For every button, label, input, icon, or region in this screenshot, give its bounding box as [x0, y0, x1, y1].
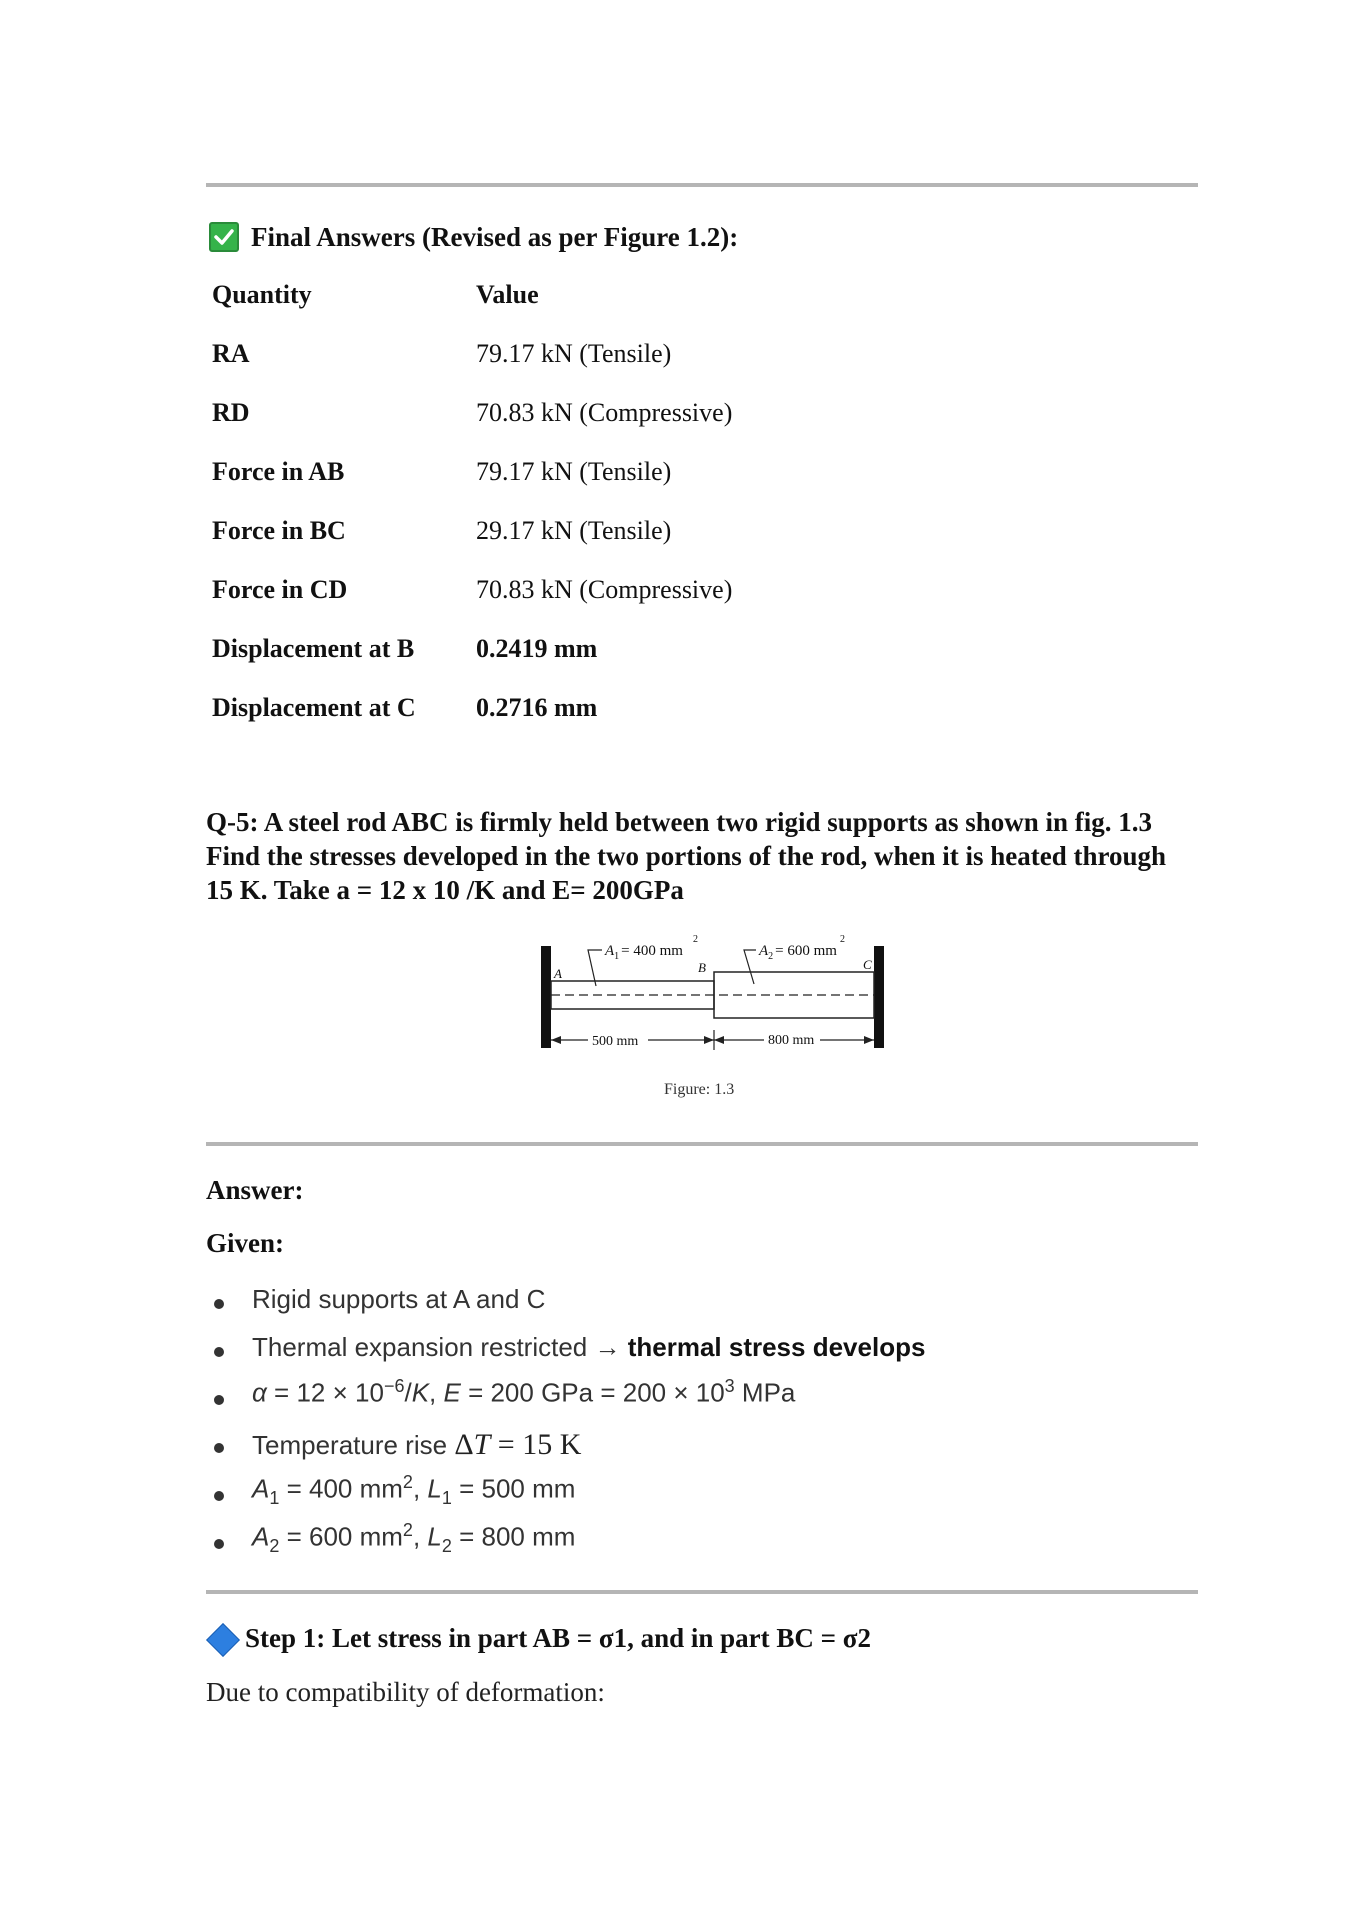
- step-1-heading: Step 1: Let stress in part AB = σ1, and in part BC = σ2: [245, 1623, 871, 1653]
- quantity-cell: Force in CD: [212, 575, 348, 604]
- a1-superscript: 2: [693, 934, 698, 945]
- value-cell: 79.17 kN (Tensile): [476, 457, 672, 486]
- value-cell: 0.2419 mm: [476, 634, 598, 663]
- leader-a2: [744, 950, 756, 984]
- figure-1-3: [530, 920, 910, 1070]
- given-item-text: Thermal expansion restricted → thermal stress develops: [252, 1332, 926, 1362]
- quantity-cell: Displacement at C: [212, 693, 416, 722]
- a1-value: = 400 mm: [621, 943, 683, 959]
- bullet-dot: [214, 1299, 224, 1309]
- given-list: [206, 1280, 1106, 1568]
- check-icon: [209, 222, 239, 252]
- given-item-text: Temperature rise ΔT = 15 K: [252, 1428, 582, 1461]
- given-formula-a1-l1: $A_1 = 400$ $mm^2$, $L_1 = 500$ mm: [252, 1472, 576, 1508]
- bullet-dot: [214, 1395, 224, 1405]
- final-answers-heading: Final Answers (Revised as per Figure 1.2):: [251, 222, 739, 252]
- given-formula-alpha-e: $\alpha = 12 \times 10^{-6}/K$, E = 200 GPa = $200 \times 10^3$ MPa: [252, 1376, 796, 1408]
- left-support: [541, 946, 551, 1048]
- value-cell: 29.17 kN (Tensile): [476, 516, 672, 545]
- emphasis-text: thermal stress develops: [627, 1332, 926, 1362]
- value-cell: 70.83 kN (Compressive): [476, 575, 733, 604]
- given-item-text: Rigid supports at A and C: [252, 1284, 546, 1314]
- quantity-cell: RD: [212, 398, 250, 427]
- list-item: [206, 1424, 1106, 1472]
- temperature-formula: ΔT = 15 K: [454, 1428, 582, 1461]
- quantity-cell: Force in BC: [212, 516, 346, 545]
- list-item: [206, 1376, 1106, 1424]
- point-c-label: C: [863, 957, 872, 972]
- bullet-dot: [214, 1539, 224, 1549]
- svg-text:A1= 400 mm: [604, 943, 683, 962]
- point-b-label: B: [698, 960, 706, 975]
- quantity-cell: RA: [212, 339, 250, 368]
- list-item: [206, 1520, 1106, 1568]
- rod-segment-ab: [551, 981, 714, 1009]
- right-support: [874, 946, 884, 1048]
- quantity-cell: Force in AB: [212, 457, 345, 486]
- value-cell: 70.83 kN (Compressive): [476, 398, 733, 427]
- a2-value: = 600 mm: [775, 943, 837, 959]
- given-formula-a2-l2: $A_2 = 600$ $mm^2$, $L_2 = 800$ mm: [252, 1520, 576, 1556]
- divider-top: [206, 183, 1198, 187]
- quantity-cell: Displacement at B: [212, 634, 415, 663]
- a1-symbol: A: [605, 943, 615, 959]
- a2-subscript: 2: [768, 951, 774, 962]
- figure-caption: Figure: 1.3: [664, 1081, 735, 1098]
- list-item: [206, 1280, 1106, 1328]
- question-text: Q-5: A steel rod ABC is firmly held between two rigid supports as shown in fig. 1.3 Find the stresses developed in the two portions of the rod, when it is heated through 15 K. Take a = 12 x 10 /K and E= 200GPa: [206, 807, 1167, 905]
- bullet-dot: [214, 1491, 224, 1501]
- bullet-dot: [214, 1347, 224, 1357]
- compatibility-text: Due to compatibility of deformation:: [206, 1677, 605, 1707]
- given-label: Given:: [206, 1228, 284, 1258]
- a2-superscript: 2: [840, 934, 845, 945]
- value-cell: 0.2716 mm: [476, 693, 598, 722]
- bullet-dot: [214, 1443, 224, 1453]
- a2-symbol: A: [759, 943, 769, 959]
- answer-label: Answer:: [206, 1175, 304, 1205]
- a1-subscript: 1: [614, 951, 620, 962]
- svg-text:A2= 600 mm: [758, 943, 837, 962]
- value-cell: 79.17 kN (Tensile): [476, 339, 672, 368]
- column-header-quantity: Quantity: [212, 280, 312, 309]
- length-bc-label: 800 mm: [768, 1033, 815, 1048]
- list-item: [206, 1472, 1106, 1520]
- column-header-value: Value: [476, 280, 539, 309]
- divider-middle: [206, 1142, 1198, 1146]
- divider-bottom: [206, 1590, 1198, 1594]
- length-ab-label: 500 mm: [592, 1034, 639, 1049]
- point-a-label: A: [554, 966, 562, 981]
- blue-diamond-icon: [206, 1623, 240, 1657]
- list-item: [206, 1328, 1106, 1376]
